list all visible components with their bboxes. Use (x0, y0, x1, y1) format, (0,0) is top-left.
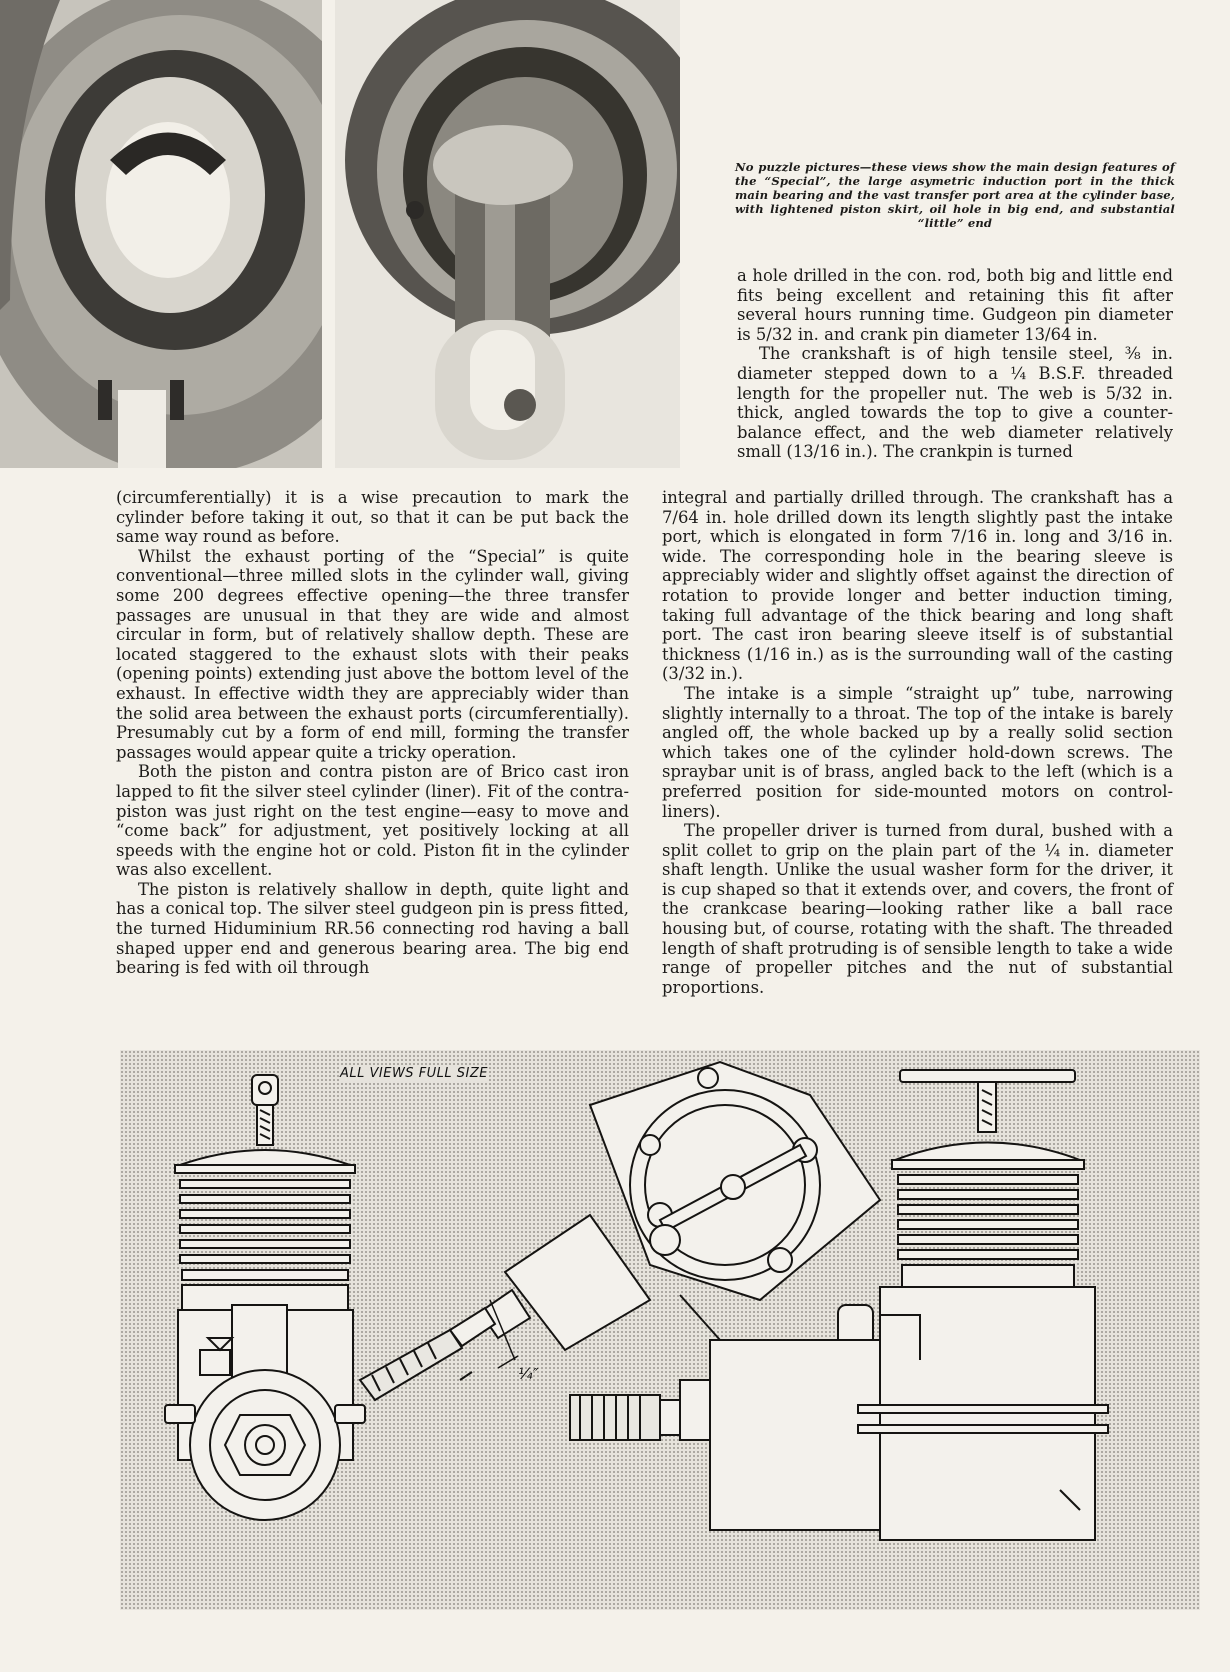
photo-piston-con-rod (335, 0, 680, 468)
dimension-label: ¼″ (518, 1365, 540, 1383)
drawing-scale-label: ALL VIEWS FULL SIZE (340, 1066, 489, 1081)
paragraph: (circumferentially) it is a wise precaution to mark the cylinder before taking it out, so that it can be put back the same way round as before. (116, 488, 629, 547)
paragraph: Both the piston and contra piston are of Brico cast iron lapped to fit the silver steel cylinder (liner). Fit of the contra-piston was just right on the test engine—easy to move and “come back” for adjustment, yet positively locking at all speeds with the engine hot or cold. Piston fit in the cylinder was also excellent. (116, 762, 629, 880)
front-view (165, 1075, 365, 1520)
paragraph: The piston is relatively shallow in depth, quite light and has a conical top. The silver steel gudgeon pin is press fitted, the turned Hiduminium RR.56 connecting rod having a ball shaped upper end and generous bearing area. The big end bearing is fed with oil through (116, 879, 629, 978)
text-column-right-upper (737, 266, 1173, 462)
paragraph: The crankshaft is of high tensile steel, ⅜ in. diameter stepped down to a ¼ B.S.F. threaded length for the propeller nut. The web is 5/32 in. thick, angled towards the top to give a counter-balance effect, and the web diameter relatively small (13/16 in.). The crankpin is turned (737, 344, 1173, 462)
paragraph: integral and partially drilled through. The crankshaft has a 7/64 in. hole drilled down its length slightly past the intake port, which is elongated in form 7/16 in. long and 3/16 in. wide. The corresponding hole in the bearing sleeve is appreciably wider and slightly offset against the direction of rotation to provide longer and better induction timing, taking full advantage of the thick bearing and long shaft port. The cast iron bearing sleeve itself is of substantial thickness (1/16 in.) as is the surrounding wall of the casting (3/32 in.). (662, 488, 1173, 684)
paragraph: Whilst the exhaust porting of the “Special” is quite conventional—three milled slots in the cylinder wall, giving some 200 degrees effective opening—the three transfer passages are unusual in that they are wide and almost circular in form, but of relatively shallow depth. These are located staggered to the exhaust slots with their peaks (opening points) extending just above the bottom level of the exhaust. In effective width they are appreciably wider than the solid area between the exhaust ports (circumferentially). Presumably cut by a form of end mill, forming the transfer passages would appear quite a tricky operation. (116, 546, 629, 762)
paragraph: The propeller driver is turned from dural, bushed with a split collet to grip on the plain part of the ¼ in. diameter shaft length. Unlike the usual washer form for the driver, it is cup shaped so that it extends over, and covers, the front of the crankcase bearing—looking rather like a ball race housing but, of course, rotating with the shaft. The threaded length of shaft protruding is of sensible length to take a wide range of propeller pitches and the nut of substantial proportions. (662, 821, 1173, 997)
photo-cylinder-bore (0, 0, 322, 468)
text-column-right-lower (662, 488, 1173, 997)
text-column-left (116, 488, 629, 978)
paragraph: a hole drilled in the con. rod, both big and little end fits being excellent and retaining this fit after several hours running time. Gudgeon pin diameter is 5/32 in. and crank pin diameter 13/64 in. (737, 266, 1173, 344)
paragraph: The intake is a simple “straight up” tube, narrowing slightly internally to a throat. The top of the intake is barely angled off, the whole backed up by a really solid section which takes one of the cylinder hold-down screws. The spraybar unit is of brass, angled back to the left (which is a preferred position for side-mounted motors on control-liners). (662, 683, 1173, 821)
engine-drawing (120, 1050, 1200, 1610)
photo-caption: No puzzle pictures—these views show the main design features of the “Special”, the large asymetric induction port in the thick main bearing and the vast transfer port area at the cylinder base, with lightened piston skirt, oil hole in big end, and substantial “little” end (735, 160, 1175, 230)
